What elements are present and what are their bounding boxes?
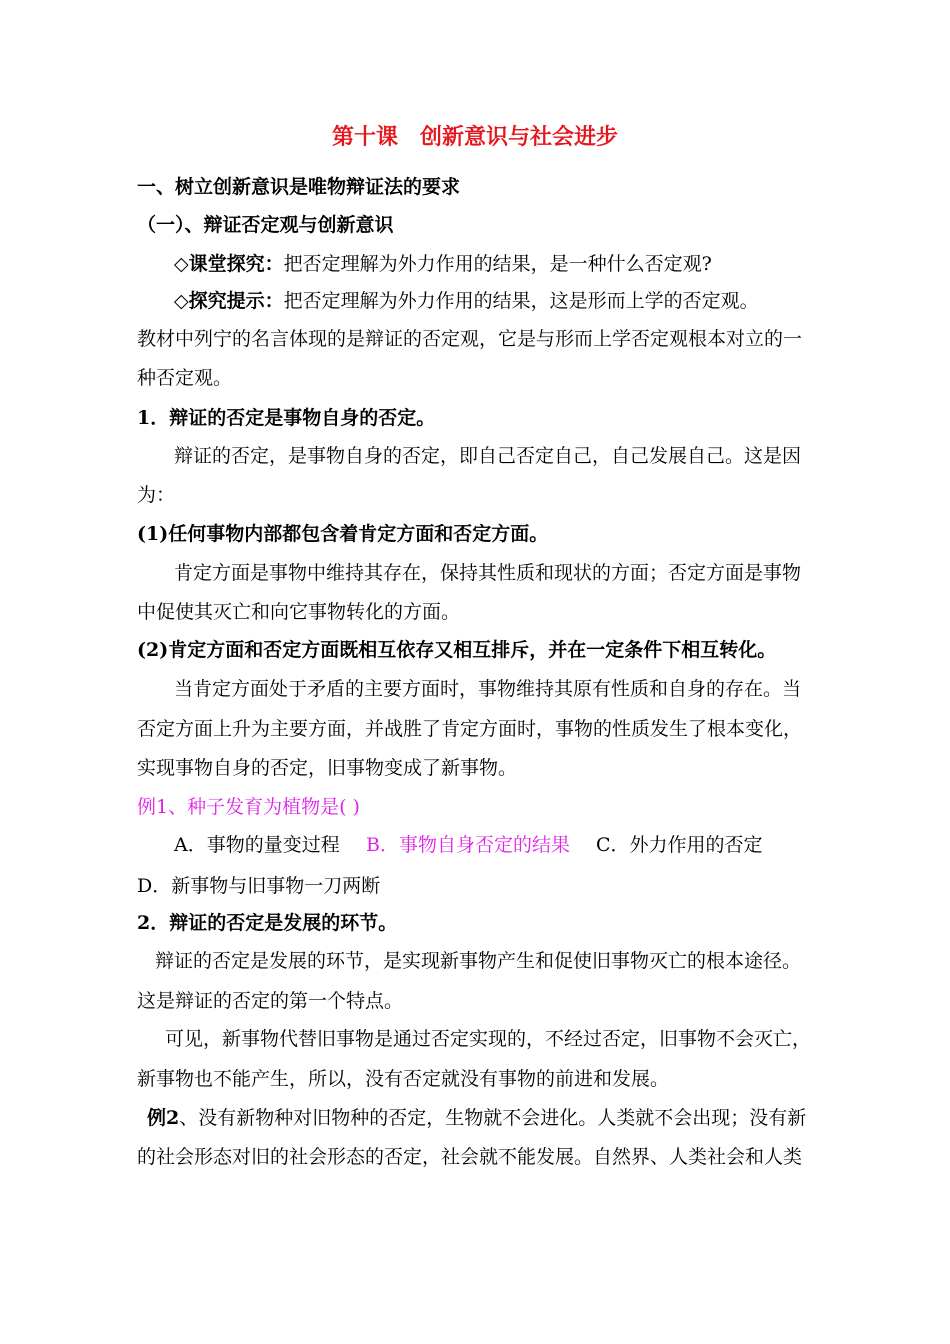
subsection-heading: （一）、辩证否定观与创新意识 — [137, 214, 394, 236]
example-2-label: 例2 — [147, 1107, 180, 1129]
paragraph-line: 教材中列宁的名言体现的是辩证的否定观，它是与形而上学否定观根本对立的一 — [137, 328, 803, 350]
point-heading-1: 1．辩证的否定是事物自身的否定。 — [137, 407, 436, 429]
example-2-line — [147, 1105, 806, 1131]
option-b: B．事物自身否定的结果 — [366, 834, 570, 856]
example-2-text: 、没有新物种对旧物种的否定，生物就不会进化。人类就不会出现；没有新 — [179, 1107, 807, 1129]
class-inquiry-label: ◇课堂探究： — [174, 253, 284, 275]
inquiry-hint-line — [174, 288, 759, 314]
inquiry-hint-label: ◇探究提示： — [174, 290, 284, 312]
section-heading: 一、树立创新意识是唯物辩证法的要求 — [137, 176, 461, 198]
paragraph-line: 中促使其灭亡和向它事物转化的方面。 — [137, 601, 461, 623]
paragraph-line: 辩证的否定是发展的环节，是实现新事物产生和促使旧事物灭亡的根本途径。 — [155, 950, 802, 972]
paragraph-line: 可见，新事物代替旧事物是通过否定实现的，不经过否定，旧事物不会灭亡， — [165, 1028, 812, 1050]
option-a: A．事物的量变过程 — [174, 834, 340, 856]
paragraph-line: 这是辩证的否定的第一个特点。 — [137, 990, 404, 1012]
paragraph-line: 否定方面上升为主要方面，并战胜了肯定方面时，事物的性质发生了根本变化， — [137, 718, 803, 740]
class-inquiry-text: 把否定理解为外力作用的结果，是一种什么否定观? — [283, 253, 712, 275]
example-1-question: 例1、种子发育为植物是( ) — [137, 796, 360, 818]
paragraph-line: 种否定观。 — [137, 367, 233, 389]
paragraph-line: 为： — [137, 484, 176, 506]
sub-point-heading-2: (2)肯定方面和否定方面既相互依存又相互排斥，并在一定条件下相互转化。 — [137, 639, 777, 661]
option-c: C．外力作用的否定 — [596, 834, 763, 856]
class-inquiry-line — [174, 251, 712, 277]
paragraph-line: 实现事物自身的否定，旧事物变成了新事物。 — [137, 757, 518, 779]
point-heading-2: 2．辩证的否定是发展的环节。 — [137, 912, 398, 934]
page-title: 第十课 创新意识与社会进步 — [331, 124, 618, 150]
paragraph-line: 肯定方面是事物中维持其存在，保持其性质和现状的方面；否定方面是事物 — [174, 562, 802, 584]
option-d: D．新事物与旧事物一刀两断 — [137, 875, 381, 897]
sub-point-heading-1: (1)任何事物内部都包含着肯定方面和否定方面。 — [137, 523, 549, 545]
paragraph-line: 辩证的否定，是事物自身的否定，即自己否定自己，自己发展自己。这是因 — [174, 445, 802, 467]
paragraph-line: 的社会形态对旧的社会形态的否定，社会就不能发展。自然界、人类社会和人类 — [137, 1146, 803, 1168]
paragraph-line: 新事物也不能产生，所以，没有否定就没有事物的前进和发展。 — [137, 1068, 670, 1090]
inquiry-hint-text: 把否定理解为外力作用的结果，这是形而上学的否定观。 — [283, 290, 759, 312]
paragraph-line: 当肯定方面处于矛盾的主要方面时，事物维持其原有性质和自身的存在。当 — [174, 678, 802, 700]
